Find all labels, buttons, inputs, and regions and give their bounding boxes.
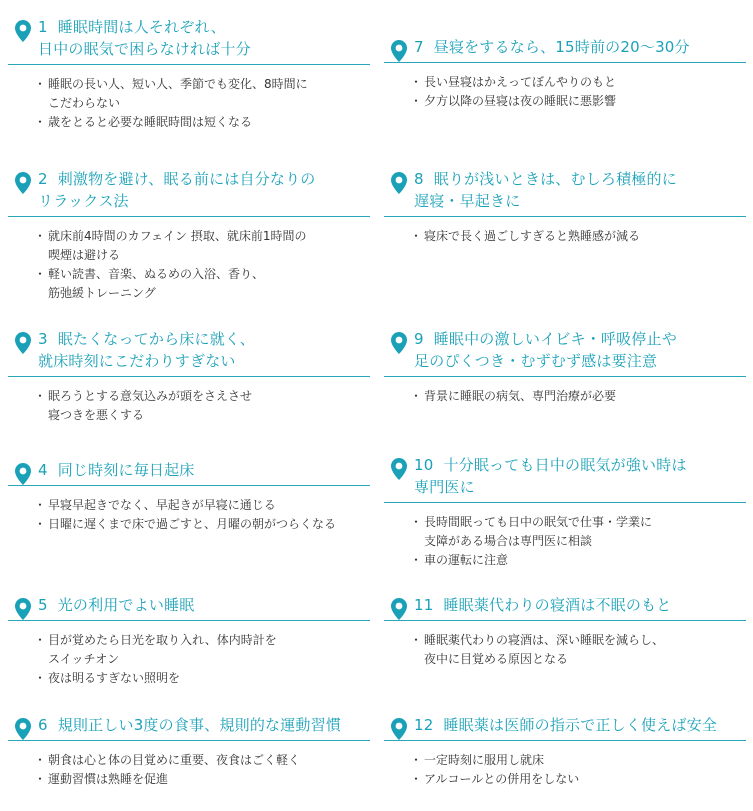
guideline-item-4: [8, 459, 370, 534]
guideline-item-8: [384, 168, 746, 246]
guideline-item-2: [8, 168, 370, 303]
guideline-heading: [8, 16, 370, 60]
divider: [8, 485, 370, 486]
bullet-item: ・ 長時間眠っても日中の眠気で仕事・学業に 支障がある場合は専門医に相談: [414, 513, 746, 551]
guideline-heading: [8, 168, 370, 212]
guideline-bullets: [8, 387, 370, 425]
map-pin-icon: [14, 171, 32, 195]
bullet-item: ・ 日曜に遅くまで床で過ごすと、月曜の朝がつらくなる: [38, 515, 370, 534]
map-pin-icon: [14, 597, 32, 621]
bullet-item: ・ 早寝早起きでなく、早起きが早寝に通じる: [38, 496, 370, 515]
divider: [384, 740, 746, 741]
map-pin-icon: [390, 457, 408, 481]
divider: [8, 376, 370, 377]
guideline-item-9: [384, 328, 746, 406]
guideline-heading: [8, 714, 370, 736]
guideline-heading: [384, 168, 746, 212]
guideline-title: 7 昼寝をするなら、15時前の20〜30分: [414, 38, 690, 56]
guideline-title: 11 睡眠薬代わりの寝酒は不眠のもと: [414, 596, 672, 614]
bullet-item: ・ 眠ろうとする意気込みが頭をさえさせ 寝つきを悪くする: [38, 387, 370, 425]
map-pin-icon: [14, 462, 32, 486]
guideline-heading: [384, 454, 746, 498]
divider: [384, 216, 746, 217]
bullet-item: ・ 長い昼寝はかえってぼんやりのもと: [414, 73, 746, 92]
bullet-item: ・ 夜は明るすぎない照明を: [38, 669, 370, 688]
guideline-title: 8 眠りが浅いときは、むしろ積極的に 遅寝・早起きに: [414, 170, 677, 210]
guideline-item-11: [384, 594, 746, 669]
divider: [8, 620, 370, 621]
guideline-bullets: [384, 387, 746, 406]
guideline-heading: [384, 36, 746, 58]
guideline-heading: [384, 594, 746, 616]
divider: [384, 620, 746, 621]
guideline-item-6: [8, 714, 370, 789]
guideline-item-5: [8, 594, 370, 688]
guideline-title: 2 刺激物を避け、眠る前には自分なりの リラックス法: [38, 170, 316, 210]
divider: [8, 216, 370, 217]
map-pin-icon: [390, 717, 408, 741]
guideline-bullets: [384, 631, 746, 669]
guideline-title: 10 十分眠っても日中の眠気が強い時は 専門医に: [414, 456, 687, 496]
map-pin-icon: [14, 331, 32, 355]
divider: [8, 64, 370, 65]
bullet-item: ・ 背景に睡眠の病気、専門治療が必要: [414, 387, 746, 406]
guideline-heading: [384, 714, 746, 736]
bullet-item: ・ 夕方以降の昼寝は夜の睡眠に悪影響: [414, 92, 746, 111]
bullet-item: ・ アルコールとの併用をしない: [414, 770, 746, 789]
guideline-bullets: [8, 75, 370, 132]
bullet-item: ・ 就床前4時間のカフェイン 摂取、就床前1時間の 喫煙は避ける: [38, 227, 370, 265]
guideline-title: 3 眠たくなってから床に就く、 就床時刻にこだわりすぎない: [38, 330, 255, 370]
guideline-heading: [384, 328, 746, 372]
map-pin-icon: [14, 19, 32, 43]
guideline-bullets: [8, 751, 370, 789]
guideline-title: 9 睡眠中の激しいイビキ・呼吸停止や 足のぴくつき・むずむず感は要注意: [414, 330, 677, 370]
guideline-bullets: [384, 73, 746, 111]
bullet-item: ・ 一定時刻に服用し就床: [414, 751, 746, 770]
map-pin-icon: [390, 39, 408, 63]
bullet-item: ・ 寝床で長く過ごしすぎると熟睡感が減る: [414, 227, 746, 246]
map-pin-icon: [390, 331, 408, 355]
guideline-bullets: [384, 227, 746, 246]
guideline-item-3: [8, 328, 370, 425]
guideline-title: 6 規則正しい3度の食事、規則的な運動習慣: [38, 716, 342, 734]
guideline-heading: [8, 459, 370, 481]
guideline-bullets: [8, 496, 370, 534]
bullet-item: ・ 睡眠薬代わりの寝酒は、深い睡眠を減らし、 夜中に目覚める原因となる: [414, 631, 746, 669]
bullet-item: ・ 朝食は心と体の目覚めに重要、夜食はごく軽く: [38, 751, 370, 770]
guideline-bullets: [384, 751, 746, 789]
bullet-item: ・ 睡眠の長い人、短い人、季節でも変化、8時間に こだわらない: [38, 75, 370, 113]
divider: [384, 376, 746, 377]
guideline-title: 12 睡眠薬は医師の指示で正しく使えば安全: [414, 716, 718, 734]
bullet-item: ・ 軽い読書、音楽、ぬるめの入浴、香り、 筋弛緩トレーニング: [38, 265, 370, 303]
guideline-heading: [8, 328, 370, 372]
map-pin-icon: [390, 597, 408, 621]
divider: [384, 502, 746, 503]
bullet-item: ・ 車の運転に注意: [414, 551, 746, 570]
bullet-item: ・ 歳をとると必要な睡眠時間は短くなる: [38, 113, 370, 132]
guideline-item-10: [384, 454, 746, 570]
guideline-bullets: [8, 631, 370, 688]
divider: [8, 740, 370, 741]
guideline-bullets: [8, 227, 370, 303]
guideline-item-12: [384, 714, 746, 789]
guideline-bullets: [384, 513, 746, 570]
map-pin-icon: [14, 717, 32, 741]
bullet-item: ・ 運動習慣は熟睡を促進: [38, 770, 370, 789]
guideline-title: 1 睡眠時間は人それぞれ、 日中の眠気で困らなければ十分: [38, 18, 251, 58]
divider: [384, 62, 746, 63]
guideline-title: 4 同じ時刻に毎日起床: [38, 461, 195, 479]
bullet-item: ・ 目が覚めたら日光を取り入れ、体内時計を スイッチオン: [38, 631, 370, 669]
guideline-item-7: [384, 36, 746, 111]
guideline-title: 5 光の利用でよい睡眠: [38, 596, 195, 614]
map-pin-icon: [390, 171, 408, 195]
guideline-heading: [8, 594, 370, 616]
guideline-item-1: [8, 16, 370, 132]
